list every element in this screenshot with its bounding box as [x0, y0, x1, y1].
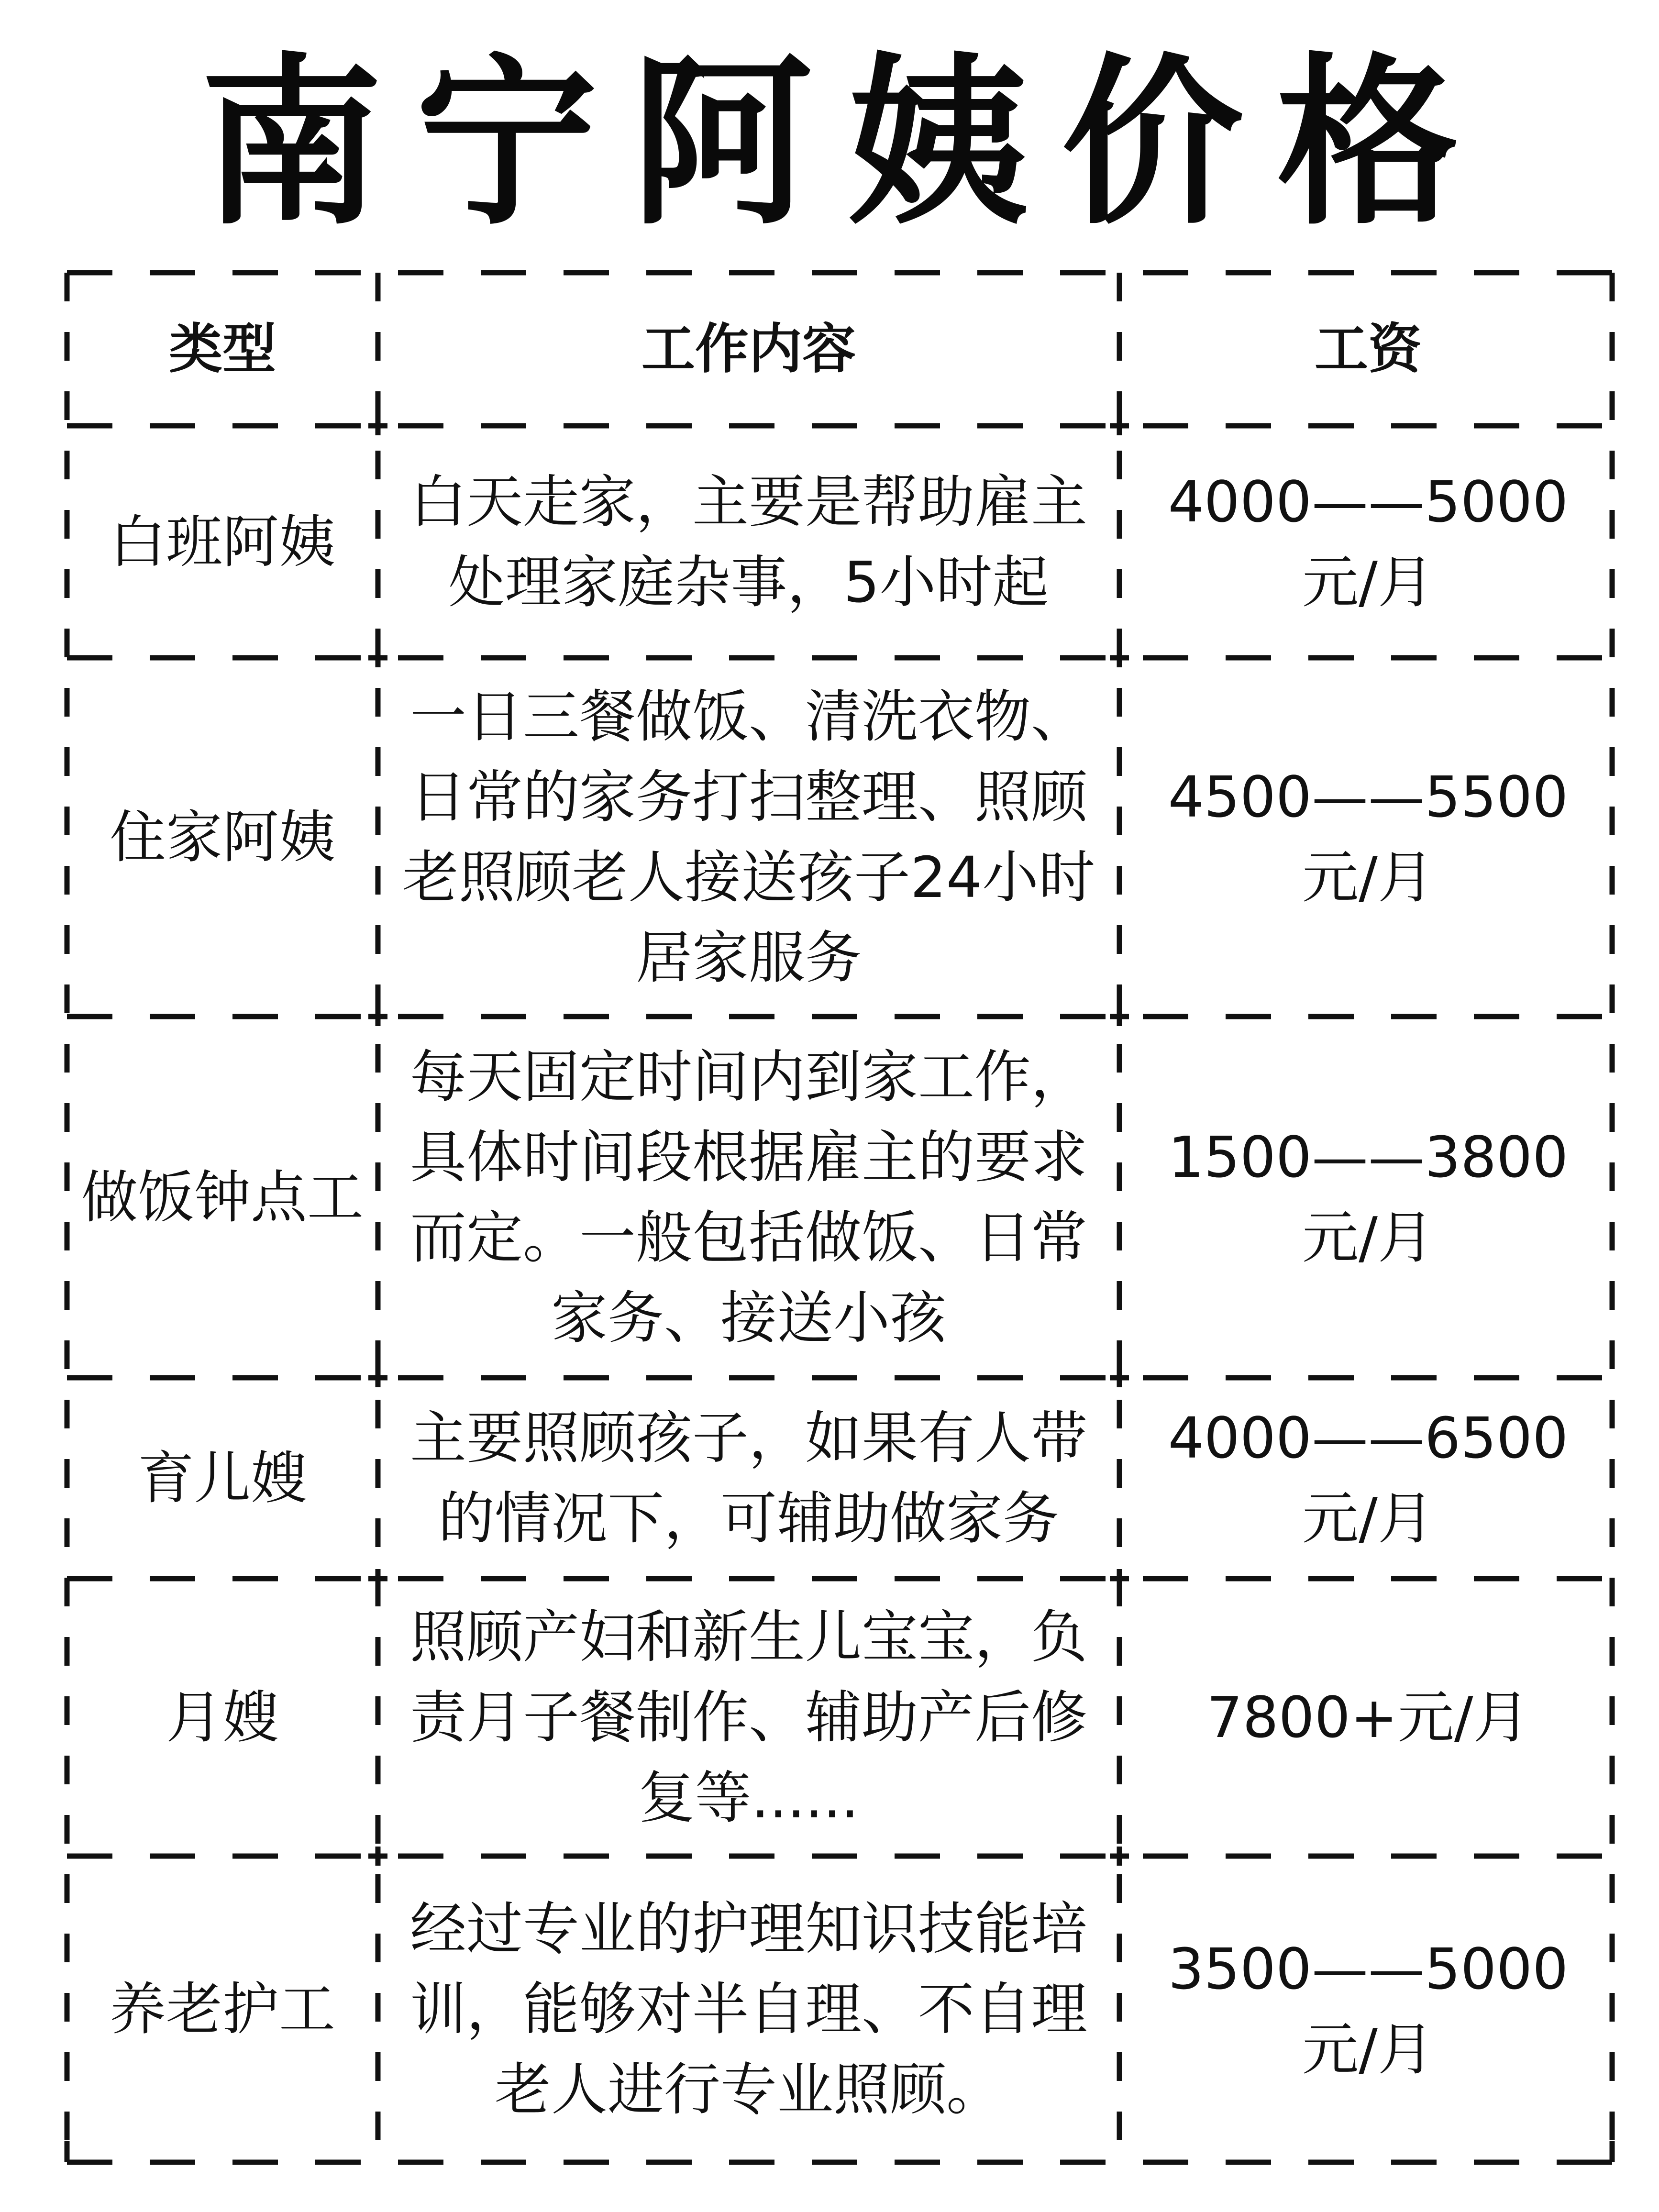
- table-row-type: 做饭钟点工: [81, 1164, 364, 1230]
- header-content: 工作内容: [641, 318, 856, 380]
- table-row-wage: 7800+元/月: [1206, 1684, 1530, 1750]
- table-row-wage: 4000——6500元/月: [1168, 1405, 1569, 1551]
- table-row-type: 白班阿姨: [109, 509, 335, 575]
- table-row-content: 白天走家，主要是帮助雇主处理家庭杂事，5小时起: [409, 468, 1087, 615]
- table-row-type: 养老护工: [109, 1976, 335, 2042]
- table-row-content: 主要照顾孩子，如果有人带的情况下，可辅助做家务: [409, 1405, 1087, 1551]
- header-type: 类型: [169, 318, 276, 380]
- table-row-wage: 1500——3800元/月: [1168, 1124, 1569, 1271]
- table-row-content: 照顾产妇和新生儿宝宝，负责月子餐制作、辅助产后修复等......: [409, 1604, 1087, 1831]
- page-title: 南宁阿姨价格: [200, 37, 1492, 249]
- table-row-content: 一日三餐做饭、清洗衣物、日常的家务打扫整理、照顾老照顾老人接送孩子24小时居家服务: [402, 684, 1095, 991]
- table-row-content: 每天固定时间内到家工作，具体时间段根据雇主的要求而定。一般包括做饭、日常家务、接送小孩: [409, 1043, 1087, 1351]
- table-row-wage: 4000——5000元/月: [1168, 468, 1569, 615]
- table-row-type: 月嫂: [166, 1684, 279, 1750]
- table-row-wage: 3500——5000元/月: [1168, 1936, 1569, 2082]
- table-row-type: 住家阿姨: [109, 804, 335, 870]
- header-wage: 工资: [1315, 318, 1422, 380]
- table-row-type: 育儿嫂: [137, 1445, 307, 1511]
- table-row-content: 经过专业的护理知识技能培训，能够对半自理、不自理老人进行专业照顾。: [409, 1896, 1087, 2123]
- table-row-wage: 4500——5500元/月: [1168, 764, 1569, 910]
